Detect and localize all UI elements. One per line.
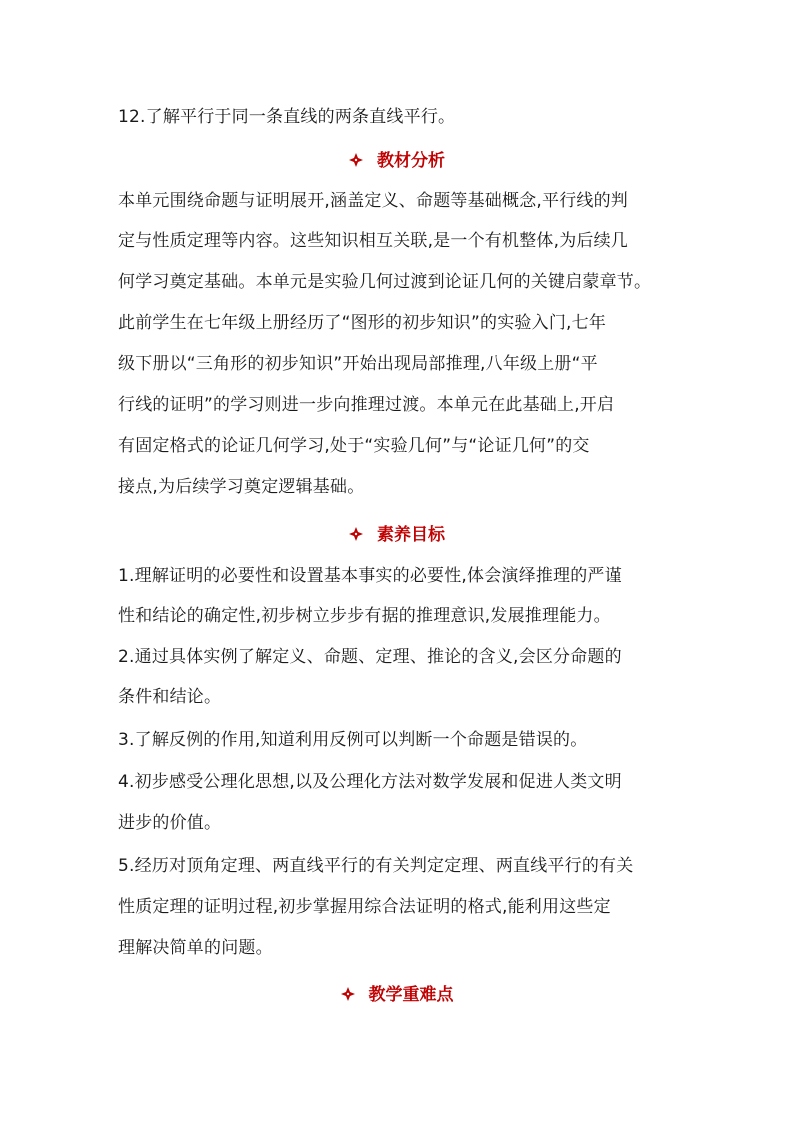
analysis-line: 行线的证明”的学习则进一步向推理过渡。本单元在此基础上,开启 [118, 395, 615, 415]
heading-analysis [0, 150, 794, 172]
heading-difficulty-title: 教学重难点 [368, 985, 454, 1005]
goals-line: 2.通过具体实例了解定义、命题、定理、推论的含义,会区分命题的 [118, 647, 622, 667]
heading-difficulty [0, 984, 794, 1006]
goals-line: 4.初步感受公理化思想,以及公理化方法对数学发展和促进人类文明 [118, 772, 622, 792]
analysis-line: 有固定格式的论证几何学习,处于“实验几何”与“论证几何”的交 [118, 436, 590, 456]
goals-line: 性质定理的证明过程,初步掌握用综合法证明的格式,能利用这些定 [118, 897, 611, 917]
diamond-bullet-icon [349, 153, 363, 167]
analysis-line: 定与性质定理等内容。这些知识相互关联,是一个有机整体,为后续几 [118, 231, 629, 251]
analysis-line: 何学习奠定基础。本单元是实验几何过渡到论证几何的关键启蒙章节。 [118, 272, 652, 292]
heading-goals [0, 524, 794, 546]
diamond-bullet-icon [349, 527, 363, 541]
heading-analysis-title: 教材分析 [377, 151, 445, 171]
goals-line: 1.理解证明的必要性和设置基本事实的必要性,体会演绎推理的严谨 [118, 566, 622, 586]
goals-line: 5.经历对顶角定理、两直线平行的有关判定定理、两直线平行的有关 [118, 856, 634, 876]
analysis-line: 级下册以“三角形的初步知识”开始出现局部推理,八年级上册“平 [118, 354, 598, 374]
analysis-line: 本单元围绕命题与证明展开,涵盖定义、命题等基础概念,平行线的判 [118, 191, 629, 211]
goals-line: 进步的价值。 [118, 813, 222, 833]
analysis-line: 此前学生在七年级上册经历了“图形的初步知识”的实验入门,七年 [118, 313, 607, 333]
goals-line: 3.了解反例的作用,知道利用反例可以判断一个命题是错误的。 [118, 730, 588, 750]
analysis-line: 接点,为后续学习奠定逻辑基础。 [118, 477, 365, 497]
heading-goals-title: 素养目标 [377, 525, 445, 545]
goals-line: 性和结论的确定性,初步树立步步有据的推理意识,发展推理能力。 [118, 606, 611, 626]
diamond-bullet-icon [341, 987, 355, 1001]
goals-line: 条件和结论。 [118, 687, 222, 707]
goals-line: 理解决简单的问题。 [118, 938, 273, 958]
item-12-text: 12.了解平行于同一条直线的两条直线平行。 [118, 107, 456, 127]
